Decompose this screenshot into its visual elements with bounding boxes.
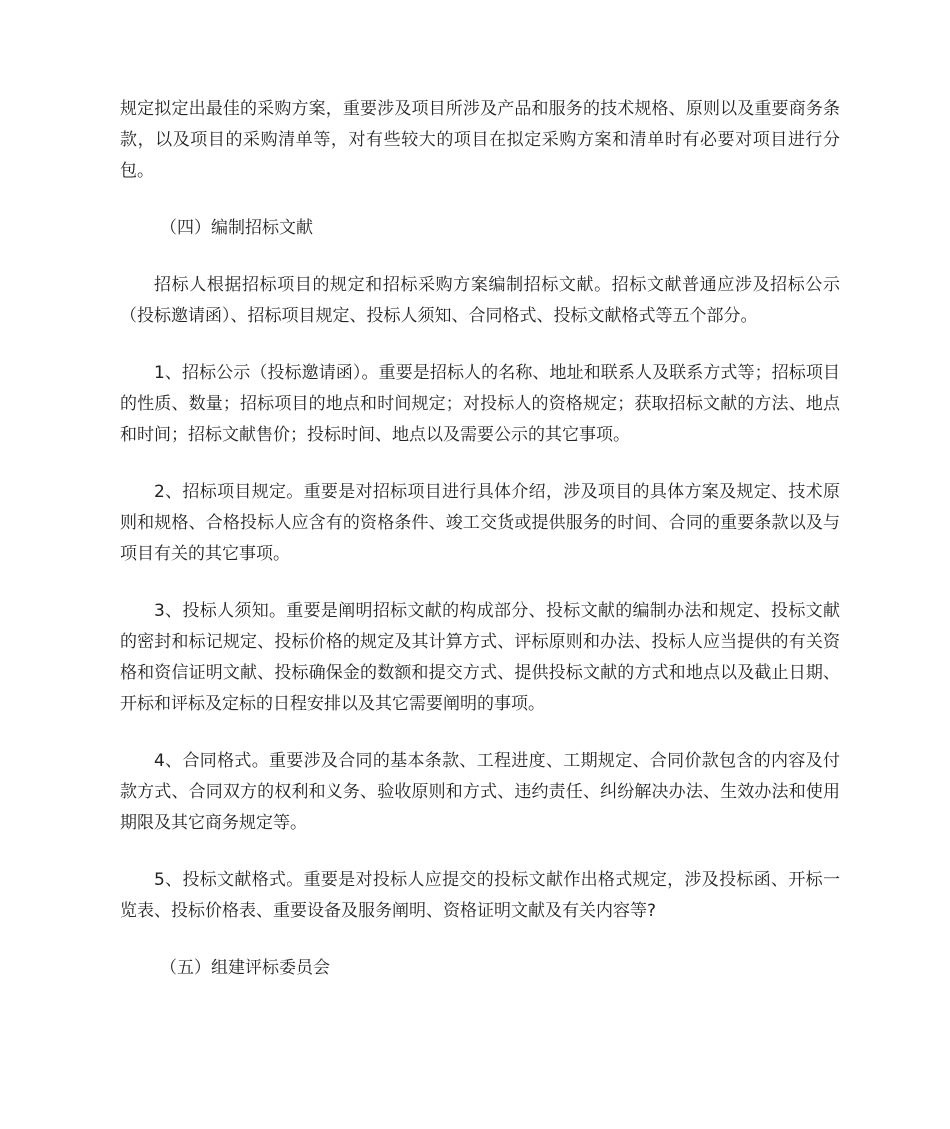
paragraph-item-2: 2、招标项目规定。重要是对招标项目进行具体介绍，涉及项目的具体方案及规定、技术原则和规格、合格投标人应含有的资格条件、竣工交货或提供服务的时间、合同的重要条款以及与项目有关的其它事项。 xyxy=(120,482,840,564)
document-page xyxy=(120,94,840,1010)
section-heading-4: （四）编制招标文献 xyxy=(160,218,313,238)
paragraph-item-3: 3、投标人须知。重要是阐明招标文献的构成部分、投标文献的编制办法和规定、投标文献的密封和标记规定、投标价格的规定及其计算方式、评标原则和办法、投标人应当提供的有关资格和资信证明文献、投标确保金的数额和提交方式、提供投标文献的方式和地点以及截止日期、开标和评标及定标的日程安排以及其它需要阐明的事项。 xyxy=(120,601,840,714)
paragraph-item-4: 4、合同格式。重要涉及合同的基本条款、工程进度、工期规定、合同价款包含的内容及付款方式、合同双方的权利和义务、验收原则和方式、违约责任、纠纷解决办法、生效办法和使用期限及其它商务规定等。 xyxy=(120,751,840,833)
paragraph-tender-docs-intro: 招标人根据招标项目的规定和招标采购方案编制招标文献。招标文献普通应涉及招标公示（投标邀请函）、招标项目规定、投标人须知、合同格式、投标文献格式等五个部分。 xyxy=(120,275,840,326)
paragraph-procurement-plan: 规定拟定出最佳的采购方案，重要涉及项目所涉及产品和服务的技术规格、原则以及重要商务条款，以及项目的采购清单等，对有些较大的项目在拟定采购方案和清单时有必要对项目进行分包。 xyxy=(120,99,840,181)
paragraph-item-5: 5、投标文献格式。重要是对投标人应提交的投标文献作出格式规定，涉及投标函、开标一览表、投标价格表、重要设备及服务阐明、资格证明文献及有关内容等? xyxy=(120,870,840,921)
paragraph-item-1: 1、招标公示（投标邀请函）。重要是招标人的名称、地址和联系人及联系方式等；招标项目的性质、数量；招标项目的地点和时间规定；对投标人的资格规定；获取招标文献的方法、地点和时间；招标文献售价；投标时间、地点以及需要公示的其它事项。 xyxy=(120,363,840,445)
section-heading-5: （五）组建评标委员会 xyxy=(160,958,330,978)
